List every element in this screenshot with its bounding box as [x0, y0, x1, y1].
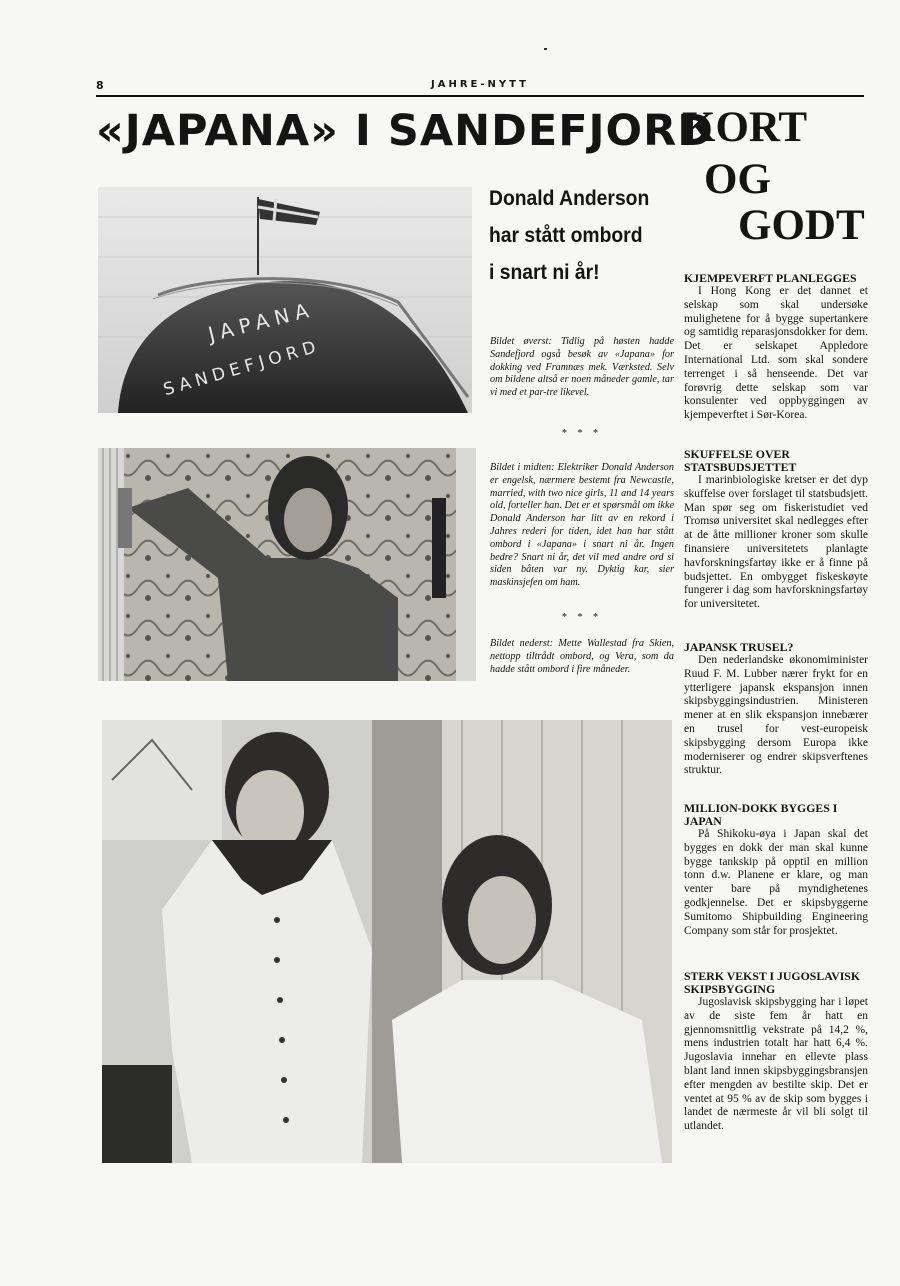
page-header: [96, 79, 864, 95]
subhead-line-1: Donald Anderson: [489, 187, 650, 210]
news-item-kjempeverft: [684, 272, 868, 423]
news-body: Jugoslavisk skipsbygging har i løpet av de siste fem år hatt en gjennomsnittlig vekstrate på 14,2 %, mens industrien totalt har hatt 6,4 %. Jugoslavia innehar en ellevte plass blant land innen skipsbyggingsbransjen efter mengden av bestilte skip. Det er ventet at 95 % av de skip som bygges i landet de nærmeste år vil bli solgt til utlandet.: [684, 996, 868, 1133]
ship-name-japana: JAPANA: [205, 296, 317, 347]
news-heading: STERK VEKST I JUGOSLAVISK SKIPSBYGGING: [684, 969, 861, 996]
article-subheading: [489, 180, 664, 291]
news-heading: JAPANSK TRUSEL?: [684, 640, 794, 654]
separator-stars: * * *: [562, 612, 602, 623]
header-rule: [96, 95, 864, 97]
mette-and-vera-photo: [102, 720, 672, 1163]
news-heading: MILLION-DOKK BYGGES I JAPAN: [684, 801, 838, 828]
masthead-line-1: KORT: [682, 104, 808, 151]
news-heading: KJEMPEVERFT PLANLEGGES: [684, 271, 857, 285]
news-body: I marinbiologiske kretser er det dyp skuffelse over forslaget til statsbudsjett. Man spør seg om fiskeristudiet ved Tromsø universitet skal nedlegges efter at de åtte millioner kroner som skulle finansiere universitetets planlagte havforskningsfartøy ikke er å finne på budsjettet. En ombygget fiskeskøyte fungerer i dag som havforskningsfartøy for universitetet.: [684, 474, 868, 611]
news-body: På Shikoku-øya i Japan skal det bygges en dokk der man skal kunne bygge tankskip på opptil en million tonn d.w. Planene er klare, og man venter bare på myndighetenes godkjennelse. Det er skipsbyggerne Sumitomo Shipbuilding Engineering Company som står for prosjektet.: [684, 828, 868, 937]
news-body: Den nederlandske økonomiminister Ruud F. M. Lubber nærer frykt for en ytterligere japansk ekspansjon innen skipsbyggingsindustrien. Ministeren mener at en slik ekspansjon innebærer en trusel for vest-europeisk skipsbygging dersom Europa ikke moderniserer og endrer skipsverftenes struktur.: [684, 654, 868, 777]
ship-name-sandefjord: SANDEFJORD: [161, 336, 323, 401]
donald-anderson-photo: [98, 448, 476, 681]
news-item-jugoslavisk: [684, 970, 868, 1134]
ship-bow-photo: [98, 187, 472, 413]
caption-top: Bildet øverst: Tidlig på høsten hadde Sandefjord også besøk av «Japana» for dokking ved Framnæs mek. Værksted. Selv om bildene altså er noen måneder gamle, tar vi med et par-tre likevel.: [490, 336, 674, 399]
caption-middle: Bildet i midten: Elektriker Donald Anderson er engelsk, nærmere bestemt fra Newcastle, married, with two nice girls, 11 and 14 years old, forteller han. Det er et spørsmål om ikke Donald Anderson har litt av en rekord i Jahres rederi for tiden, idet han har stått ombord i «Japana» i snart ni år. Ingen bedre? Snart ni år, det vil med andre ord si siden båten var ny. Dyktig kar, sier maskinsjefen om ham.: [490, 462, 674, 589]
subhead-line-2: har stått ombord: [489, 224, 643, 247]
masthead-line-2: OG: [704, 156, 771, 203]
news-item-skuffelse: [684, 448, 868, 612]
news-heading: SKUFFELSE OVER STATSBUDSJETTET: [684, 447, 797, 474]
publication-title: JAHRE-NYTT: [431, 79, 529, 90]
page-number: 8: [96, 79, 104, 92]
masthead-line-3: GODT: [738, 202, 865, 249]
article-headline: «JAPANA» I SANDEFJORD: [96, 106, 714, 156]
separator-stars: * * *: [562, 428, 602, 439]
news-body: I Hong Kong er det dannet et selskap som skal undersøke mulighetene for å bygge supertankere og samtidig reparasjonsdokker for dem. Det er selskapet Appledore International Ltd. som skal sondere terrenget i så henseende. Det var forøvrig dette selskap som var konsulenter ved oppbyggingen av kjempeverftet i Sør-Korea.: [684, 285, 868, 422]
caption-bottom-prefix: Bildet nederst: Mette Wallestad fra: [490, 638, 645, 649]
subhead-line-3: i snart ni år!: [489, 261, 600, 284]
news-item-japansk-trusel: [684, 641, 868, 778]
caption-bottom-rest: Skien, nettopp tiltrådt ombord, og Vera, som da hadde stått ombord i fire måneder.: [490, 638, 674, 675]
print-speck: [544, 48, 547, 50]
kort-og-godt-masthead: [682, 104, 872, 254]
news-item-million-dokk: [684, 802, 868, 938]
caption-bottom: [490, 638, 674, 676]
